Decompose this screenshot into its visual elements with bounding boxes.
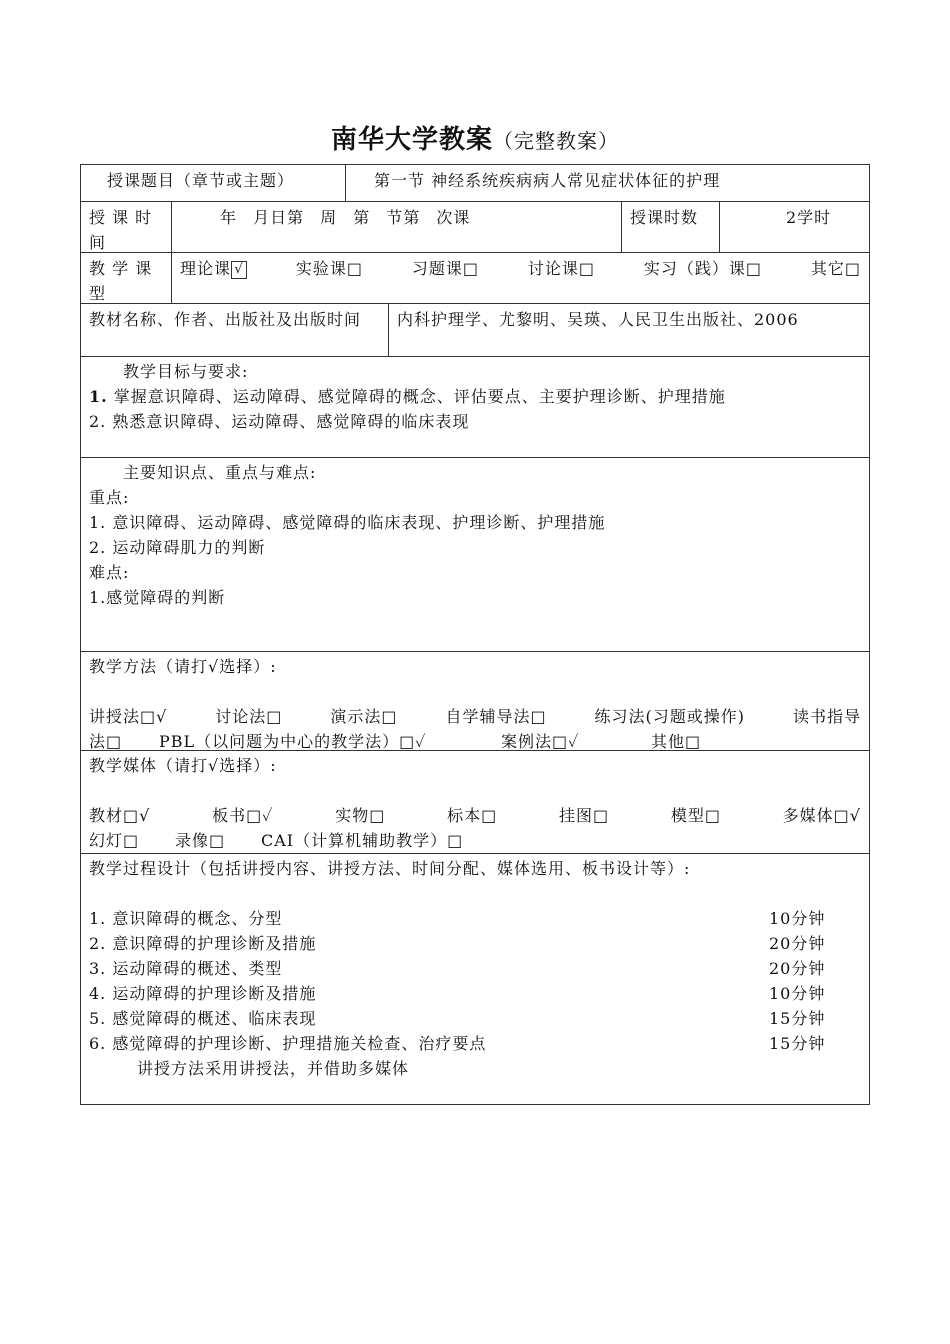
hours-label: 授课时数 — [621, 202, 719, 252]
media-object[interactable]: 实物□ — [335, 806, 386, 825]
checked-box-icon: √ — [231, 261, 247, 279]
media-multimedia[interactable]: 多媒体□√ — [782, 806, 861, 825]
key-points-heading: 主要知识点、重点与难点: — [123, 463, 317, 482]
process-item: 6. 感觉障碍的护理诊断、护理措施关检查、治疗要点 15分钟 — [89, 1034, 826, 1053]
objective-item: 1. 掌握意识障碍、运动障碍、感觉障碍的概念、评估要点、主要护理诊断、护理措施 — [89, 387, 726, 406]
time-schedule: 年 月日第 周 第 节第 次课 — [171, 202, 621, 252]
course-type-label: 教 学 课 型 — [89, 259, 153, 303]
process-item: 1. 意识障碍的概念、分型 10分钟 — [89, 909, 826, 928]
method-reading-cont[interactable]: 法□ — [89, 732, 123, 751]
media-video[interactable]: 录像□ — [175, 831, 226, 850]
method-lecture[interactable]: 讲授法□√ — [89, 707, 168, 726]
media-row — [81, 750, 869, 853]
process-heading: 教学过程设计（包括讲授内容、讲授方法、时间分配、媒体选用、板书设计等）: — [89, 859, 691, 878]
process-item: 3. 运动障碍的概述、类型 20分钟 — [89, 959, 826, 978]
option-discussion[interactable]: 讨论课□ — [527, 259, 595, 278]
media-cai[interactable]: CAI（计算机辅助教学）□ — [261, 831, 464, 850]
topic-value: 第一节 神经系统疾病病人常见症状体征的护理 — [345, 165, 869, 201]
topic-row — [81, 165, 869, 201]
process-item: 5. 感觉障碍的概述、临床表现 15分钟 — [89, 1009, 826, 1028]
process-item: 4. 运动障碍的护理诊断及措施 10分钟 — [89, 984, 826, 1003]
topic-label: 授课题目（章节或主题） — [107, 171, 295, 190]
media-heading: 教学媒体（请打√选择）: — [89, 756, 277, 775]
objectives-row — [81, 356, 869, 457]
title-sub: （完整教案） — [493, 129, 619, 153]
option-exercise[interactable]: 习题课□ — [411, 259, 479, 278]
method-pbl[interactable]: PBL（以问题为中心的教学法）□✓ — [159, 732, 427, 751]
hours-value: 2学时 — [719, 202, 869, 252]
textbook-value: 内科护理学、尤黎明、吴瑛、人民卫生出版社、2006 — [388, 304, 869, 356]
method-self-study[interactable]: 自学辅导法□ — [445, 707, 547, 726]
media-model[interactable]: 模型□ — [670, 806, 721, 825]
methods-row — [81, 651, 869, 750]
method-demo[interactable]: 演示法□ — [330, 707, 398, 726]
media-blackboard[interactable]: 板书□✓ — [212, 806, 274, 825]
process-note: 讲授方法采用讲授法，并借助多媒体 — [137, 1059, 410, 1078]
focus-item: 1. 意识障碍、运动障碍、感觉障碍的临床表现、护理诊断、护理措施 — [89, 513, 606, 532]
difficulty-label: 难点: — [89, 563, 130, 582]
time-row — [81, 201, 869, 252]
media-line-1 — [89, 803, 861, 828]
method-discussion[interactable]: 讨论法□ — [215, 707, 283, 726]
difficulty-item: 1.感觉障碍的判断 — [89, 588, 226, 607]
method-other[interactable]: 其他□ — [651, 732, 702, 751]
methods-line-1 — [89, 704, 861, 729]
course-type-options — [171, 253, 869, 303]
media-section — [81, 751, 869, 853]
course-type-row — [81, 252, 869, 303]
media-textbook[interactable]: 教材□√ — [89, 806, 151, 825]
title-main: 南华大学教案 — [330, 125, 493, 155]
method-reading[interactable]: 读书指导 — [792, 707, 861, 726]
key-points-section — [81, 458, 869, 651]
objectives-heading: 教学目标与要求: — [123, 362, 249, 381]
method-exercise[interactable]: 练习法(习题或操作) — [594, 707, 746, 726]
textbook-label: 教材名称、作者、出版社及出版时间 — [89, 310, 362, 329]
option-theory[interactable]: 理论课 √ — [180, 256, 247, 281]
media-line-2 — [89, 828, 861, 853]
process-section — [81, 854, 869, 1104]
lesson-plan-table — [80, 164, 870, 1105]
objective-item: 2. 熟悉意识障碍、运动障碍、感觉障碍的临床表现 — [89, 412, 470, 431]
method-case[interactable]: 案例法□✓ — [501, 732, 580, 751]
media-specimen[interactable]: 标本□ — [447, 806, 498, 825]
media-slides[interactable]: 幻灯□ — [89, 831, 140, 850]
key-points-row — [81, 457, 869, 651]
focus-item: 2. 运动障碍肌力的判断 — [89, 538, 266, 557]
document-title — [0, 120, 950, 163]
focus-label: 重点: — [89, 488, 130, 507]
textbook-row — [81, 303, 869, 356]
option-experiment[interactable]: 实验课□ — [295, 259, 363, 278]
methods-heading: 教学方法（请打√选择）: — [89, 657, 277, 676]
time-label: 授 课 时 间 — [89, 208, 153, 252]
process-item: 2. 意识障碍的护理诊断及措施 20分钟 — [89, 934, 826, 953]
option-practice[interactable]: 实习（践）课□ — [643, 259, 762, 278]
objectives-section — [81, 357, 869, 457]
process-row — [81, 853, 869, 1104]
media-chart[interactable]: 挂图□ — [558, 806, 610, 825]
option-other[interactable]: 其它□ — [810, 259, 861, 278]
methods-section — [81, 652, 869, 750]
